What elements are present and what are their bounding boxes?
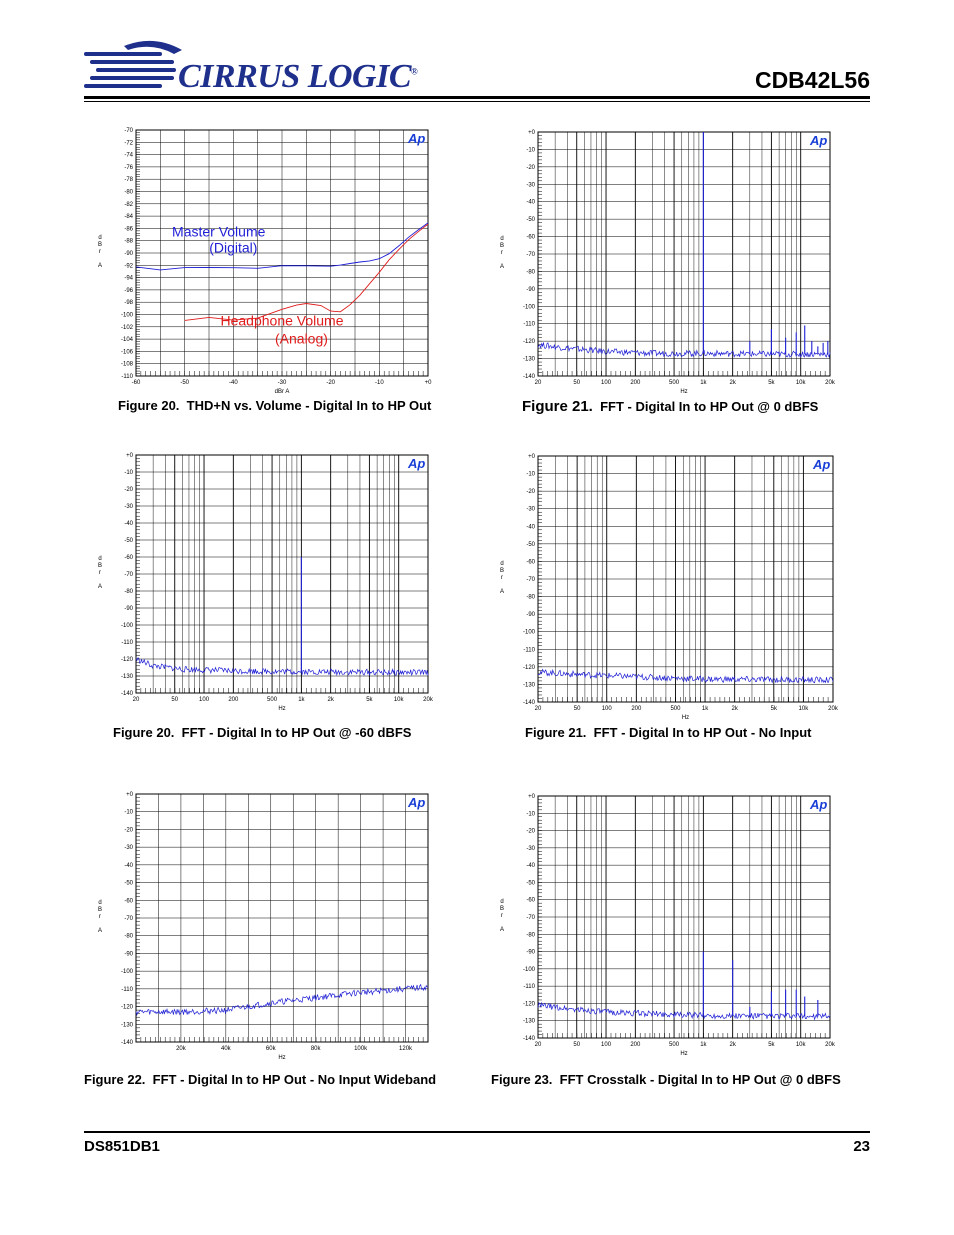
y-tick-label: -100 <box>522 966 535 973</box>
y-axis-label-char: A <box>499 264 505 270</box>
x-tick-label: -50 <box>180 380 190 386</box>
y-tick-label: -10 <box>526 811 535 818</box>
y-axis-label-char: d <box>500 561 504 567</box>
x-tick-label: 10k <box>393 697 404 703</box>
thd-vs-volume-chart <box>94 124 436 402</box>
y-tick-label: -60 <box>526 897 535 904</box>
y-axis-label-char: d <box>500 236 504 242</box>
figure-caption: Figure 21. FFT - Digital In to HP Out - No Input <box>525 725 812 740</box>
x-tick-label: 2k <box>729 380 736 386</box>
x-tick-label: 1k <box>298 697 305 703</box>
y-tick-label: -140 <box>522 1036 535 1042</box>
chart-annotation: Master Volume <box>172 223 266 240</box>
y-tick-label: -80 <box>124 933 133 940</box>
fft-no-input-wideband-chart <box>94 788 436 1068</box>
y-tick-label: -60 <box>526 234 535 241</box>
y-tick-label: -50 <box>526 217 535 224</box>
y-tick-label: -110 <box>523 647 535 654</box>
y-tick-label: -30 <box>124 504 133 510</box>
fft-minus60dbfs-chart <box>94 449 436 719</box>
x-tick-label: +0 <box>424 380 432 386</box>
y-tick-label: -104 <box>120 337 133 344</box>
x-tick-label: 500 <box>669 380 680 386</box>
fft-noise-floor <box>538 1003 830 1019</box>
y-axis-label-char: r <box>99 570 101 576</box>
chart-annotation: Headphone Volume <box>220 312 344 329</box>
figure-caption: Figure 21. FFT - Digital In to HP Out @ 0 dBFS <box>522 398 819 415</box>
x-tick-label: 5k <box>366 697 373 703</box>
y-tick-label: -20 <box>526 489 535 496</box>
x-tick-label: 200 <box>630 380 641 386</box>
x-tick-label: 100 <box>601 1042 612 1048</box>
y-tick-label: -20 <box>124 487 133 493</box>
ap-logo: Ap <box>408 456 426 471</box>
y-tick-label: -40 <box>124 521 133 527</box>
y-tick-label: -90 <box>124 251 133 257</box>
x-axis-label: dBr A <box>274 389 290 395</box>
y-tick-label: -140 <box>522 700 535 706</box>
x-tick-label: -40 <box>228 380 238 386</box>
y-tick-label: -40 <box>526 199 535 206</box>
y-tick-label: -120 <box>522 1001 535 1008</box>
x-tick-label: 20 <box>534 380 542 386</box>
x-tick-label: 2k <box>327 697 334 703</box>
y-tick-label: -70 <box>124 916 133 922</box>
ap-logo: Ap <box>408 795 426 810</box>
y-tick-label: -40 <box>124 862 133 869</box>
y-tick-label: -50 <box>124 538 133 544</box>
y-tick-label: -110 <box>523 984 535 991</box>
y-tick-label: -140 <box>522 374 535 380</box>
y-axis-label-char: B <box>97 563 103 569</box>
y-axis-label-char: B <box>499 568 505 574</box>
x-tick-label: 5k <box>768 380 775 386</box>
x-tick-label: 40k <box>221 1046 231 1052</box>
x-tick-label: 1k <box>700 1042 707 1048</box>
y-axis-label-char: d <box>98 556 102 562</box>
y-tick-label: -80 <box>526 594 535 601</box>
y-tick-label: -70 <box>124 572 133 578</box>
y-axis-label-char: r <box>501 913 503 919</box>
series-group <box>136 557 428 676</box>
x-tick-label: 200 <box>630 1042 641 1048</box>
chart-annotation: (Analog) <box>275 330 328 347</box>
x-tick-label: 20 <box>132 697 140 703</box>
y-tick-label: -100 <box>120 969 133 976</box>
y-tick-label: -100 <box>522 304 535 311</box>
figure-caption: Figure 22. FFT - Digital In to HP Out - No Input Wideband <box>84 1072 437 1087</box>
y-axis-label-char: r <box>99 914 101 920</box>
y-tick-label: -30 <box>124 845 133 852</box>
fft-noise-floor <box>538 343 830 358</box>
y-axis-label-char: A <box>97 584 103 590</box>
fft-noise-floor <box>136 985 428 1015</box>
y-axis-label-char: A <box>97 928 103 934</box>
y-tick-label: -130 <box>120 674 133 680</box>
registered-mark: ® <box>411 66 418 77</box>
grid <box>538 796 830 1038</box>
fft-no-input-chart <box>496 450 841 728</box>
figure-caption: Figure 23. FFT Crosstalk - Digital In to HP Out @ 0 dBFS <box>491 1072 841 1087</box>
ap-logo: Ap <box>408 131 426 146</box>
y-tick-label: -20 <box>526 164 535 171</box>
y-tick-label: -106 <box>120 349 133 356</box>
y-tick-label: -84 <box>124 214 133 221</box>
x-tick-label: 1k <box>701 706 709 712</box>
x-tick-label: 50 <box>573 706 581 712</box>
series-group <box>538 952 830 1020</box>
x-axis-label: Hz <box>680 1051 688 1057</box>
y-axis-label-char: r <box>99 249 101 255</box>
x-tick-label: 100 <box>601 380 612 386</box>
document-title: CDB42L56 <box>754 67 870 93</box>
x-tick-label: 60k <box>265 1046 276 1052</box>
x-tick-label: 200 <box>228 697 239 703</box>
y-tick-label: -10 <box>526 147 535 154</box>
y-tick-label: -120 <box>120 657 133 663</box>
y-tick-label: -92 <box>124 263 133 270</box>
x-axis-label: Hz <box>680 389 688 395</box>
y-tick-label: -130 <box>120 1022 133 1029</box>
y-tick-label: -10 <box>526 471 535 478</box>
y-tick-label: -50 <box>526 541 535 548</box>
y-tick-label: -40 <box>526 863 535 870</box>
x-tick-label: 20k <box>825 380 835 386</box>
grid <box>136 794 428 1042</box>
x-tick-label: 20 <box>534 1042 542 1048</box>
y-axis-label-char: A <box>499 927 505 933</box>
x-tick-label: 20k <box>828 706 838 712</box>
grid <box>538 456 833 702</box>
y-tick-label: +0 <box>126 792 133 798</box>
y-tick-label: -120 <box>522 339 535 346</box>
y-tick-label: -140 <box>120 691 133 697</box>
y-axis-label-char: A <box>97 263 103 269</box>
x-tick-label: 10k <box>795 380 806 386</box>
y-tick-label: -100 <box>120 312 133 319</box>
x-tick-label: 500 <box>670 706 681 712</box>
y-axis-label-char: d <box>98 900 102 906</box>
y-tick-label: -86 <box>124 226 133 233</box>
y-tick-label: -100 <box>120 623 133 629</box>
footer-rule <box>84 1131 870 1133</box>
y-tick-label: -30 <box>526 506 535 513</box>
x-tick-label: 2k <box>731 706 738 712</box>
x-tick-label: 20k <box>176 1046 186 1052</box>
y-tick-label: -50 <box>124 880 133 887</box>
grid <box>538 132 830 376</box>
y-tick-label: -110 <box>121 640 133 646</box>
y-tick-label: -90 <box>124 606 133 612</box>
y-tick-label: -74 <box>124 152 133 159</box>
y-axis-label-char: B <box>499 906 505 912</box>
y-tick-label: -90 <box>526 949 535 956</box>
y-axis-label-char: r <box>501 250 503 256</box>
y-tick-label: -80 <box>526 932 535 939</box>
x-tick-label: 120k <box>399 1046 413 1052</box>
y-tick-label: -108 <box>120 361 133 368</box>
x-tick-label: 5k <box>770 706 777 712</box>
fft-0dbfs-chart <box>496 126 838 402</box>
brand-name: CIRRUS LOGIC® <box>178 58 418 95</box>
series-group <box>136 985 428 1015</box>
y-tick-label: -110 <box>523 321 535 328</box>
x-tick-label: 20 <box>534 706 542 712</box>
y-tick-label: -90 <box>526 612 535 619</box>
x-tick-label: 100 <box>199 697 210 703</box>
header-rule <box>84 96 870 99</box>
y-tick-label: -88 <box>124 238 133 245</box>
x-axis-label: Hz <box>278 706 286 712</box>
y-axis-label-char: r <box>501 575 503 581</box>
y-tick-label: -120 <box>522 664 535 671</box>
x-tick-label: -60 <box>131 380 141 386</box>
x-tick-label: 200 <box>631 706 642 712</box>
y-tick-label: -130 <box>522 356 535 363</box>
y-tick-label: -130 <box>522 1018 535 1025</box>
fft-noise-floor <box>538 670 833 683</box>
y-tick-label: -102 <box>120 324 133 331</box>
y-tick-label: +0 <box>528 794 535 800</box>
y-tick-label: -20 <box>526 828 535 835</box>
figure-caption: Figure 20. FFT - Digital In to HP Out @ -60 dBFS <box>113 725 412 740</box>
x-tick-label: 50 <box>573 380 581 386</box>
x-tick-label: 80k <box>310 1046 321 1052</box>
x-tick-label: 20k <box>423 697 433 703</box>
x-axis-label: Hz <box>278 1055 286 1061</box>
header-rule-thin <box>84 101 870 102</box>
y-tick-label: -130 <box>522 682 535 689</box>
y-tick-label: -50 <box>526 880 535 887</box>
y-tick-label: -80 <box>124 189 133 196</box>
y-axis-label-char: B <box>97 242 103 248</box>
y-tick-label: -60 <box>124 555 133 561</box>
grid <box>136 455 428 693</box>
series-group <box>538 670 833 683</box>
ap-logo: Ap <box>810 797 828 812</box>
x-tick-label: 2k <box>729 1042 736 1048</box>
x-tick-label: -10 <box>374 380 384 386</box>
y-tick-label: -70 <box>526 915 535 921</box>
x-tick-label: -30 <box>277 380 287 386</box>
y-tick-label: -140 <box>120 1040 133 1046</box>
y-tick-label: -94 <box>124 275 133 282</box>
y-tick-label: -100 <box>522 629 535 636</box>
y-tick-label: -72 <box>124 140 133 147</box>
y-tick-label: -82 <box>124 201 133 208</box>
y-tick-label: -10 <box>124 809 133 816</box>
y-tick-label: -120 <box>120 1004 133 1011</box>
x-tick-label: 500 <box>267 697 278 703</box>
y-tick-label: -96 <box>124 287 133 294</box>
document-id: DS851DB1 <box>84 1138 160 1155</box>
fft-crosstalk-chart <box>496 790 838 1064</box>
y-tick-label: -98 <box>124 300 133 307</box>
ap-logo: Ap <box>810 133 828 148</box>
y-tick-label: -110 <box>121 986 133 993</box>
fft-noise-floor <box>136 658 428 676</box>
y-axis-label-char: d <box>98 235 102 241</box>
y-tick-label: -78 <box>124 177 133 184</box>
y-tick-label: -70 <box>526 577 535 583</box>
y-tick-label: -90 <box>124 951 133 958</box>
y-axis-label-char: B <box>499 243 505 249</box>
y-tick-label: -90 <box>526 286 535 293</box>
y-tick-label: -70 <box>526 252 535 258</box>
y-tick-label: -70 <box>124 128 133 134</box>
ap-logo: Ap <box>813 457 831 472</box>
y-axis-label-char: d <box>500 899 504 905</box>
y-axis-label-char: A <box>499 589 505 595</box>
x-axis-label: Hz <box>681 715 690 721</box>
y-tick-label: -76 <box>124 164 133 171</box>
y-tick-label: -80 <box>124 589 133 595</box>
y-tick-label: -60 <box>124 898 133 905</box>
x-tick-label: 100k <box>354 1046 368 1052</box>
chart-annotation: (Digital) <box>209 239 258 256</box>
y-axis-label-char: B <box>97 907 103 913</box>
x-tick-label: 50 <box>171 697 179 703</box>
figure-caption: Figure 20. THD+N vs. Volume - Digital In to HP Out <box>118 398 432 413</box>
page-number: 23 <box>853 1138 870 1155</box>
y-tick-label: -30 <box>526 845 535 852</box>
x-tick-label: 500 <box>669 1042 680 1048</box>
y-tick-label: -20 <box>124 827 133 834</box>
y-tick-label: -40 <box>526 524 535 531</box>
x-tick-label: 10k <box>798 706 809 712</box>
y-tick-label: -30 <box>526 182 535 189</box>
series-group <box>538 132 830 357</box>
x-tick-label: 20k <box>825 1042 835 1048</box>
x-tick-label: 50 <box>573 1042 581 1048</box>
y-tick-label: +0 <box>528 130 535 136</box>
y-tick-label: +0 <box>126 453 133 459</box>
x-tick-label: -20 <box>326 380 336 386</box>
x-tick-label: 1k <box>700 380 707 386</box>
x-tick-label: 100 <box>601 706 612 712</box>
y-tick-label: -60 <box>526 559 535 566</box>
y-tick-label: +0 <box>528 454 535 460</box>
y-tick-label: -10 <box>124 470 133 476</box>
y-tick-label: -110 <box>121 374 133 380</box>
x-tick-label: 5k <box>768 1042 775 1048</box>
x-tick-label: 10k <box>795 1042 806 1048</box>
y-tick-label: -80 <box>526 269 535 276</box>
